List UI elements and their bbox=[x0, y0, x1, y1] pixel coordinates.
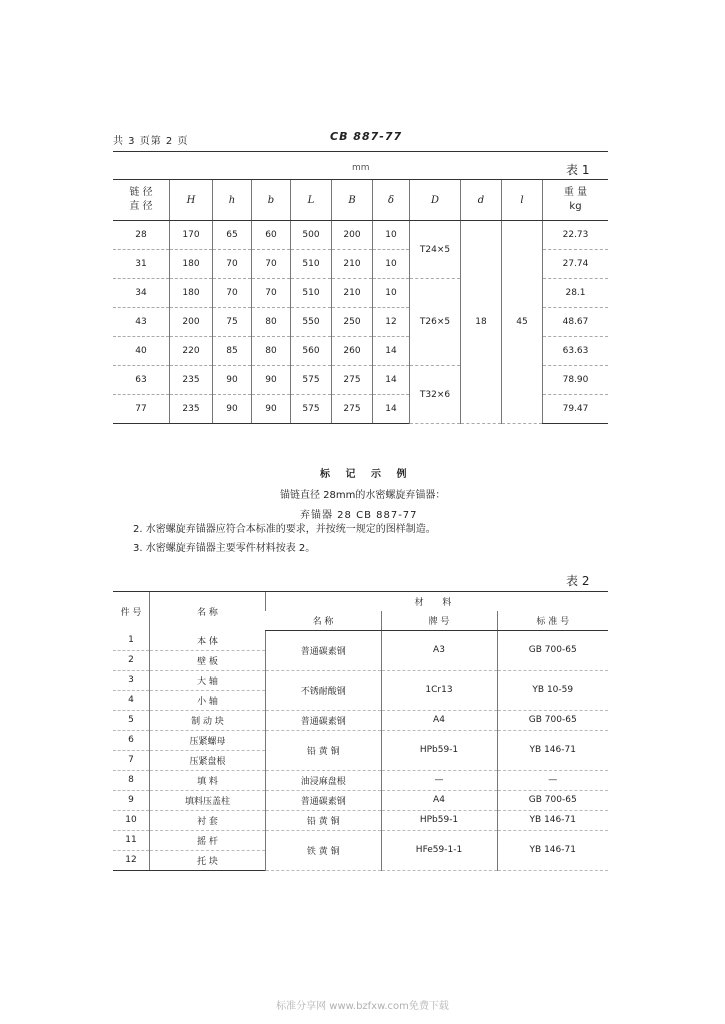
cell: YB 146-71 bbox=[497, 730, 608, 770]
cell-d-merged: 18 bbox=[461, 221, 502, 424]
cell: 79.47 bbox=[543, 395, 609, 424]
cell: 10 bbox=[113, 810, 150, 830]
cell: 14 bbox=[373, 337, 410, 366]
cell: 油浸麻盘根 bbox=[266, 770, 382, 790]
cell: 压紧盘根 bbox=[150, 750, 266, 770]
col-material-grade: 牌 号 bbox=[381, 611, 497, 631]
col-h: h bbox=[213, 180, 252, 221]
cell: 80 bbox=[252, 337, 291, 366]
cell: YB 146-71 bbox=[497, 830, 608, 870]
table2-header-row bbox=[113, 592, 608, 611]
cell: 2 bbox=[113, 650, 150, 670]
cell: 500 bbox=[291, 221, 332, 250]
cell: T32×6 bbox=[410, 366, 461, 424]
col-weight-line1: 重 量 bbox=[563, 187, 588, 198]
cell: 衬 套 bbox=[150, 810, 266, 830]
table-row bbox=[113, 631, 608, 651]
cell: 575 bbox=[291, 395, 332, 424]
cell: 14 bbox=[373, 395, 410, 424]
cell: A3 bbox=[381, 631, 497, 671]
cell: 托 块 bbox=[150, 850, 266, 870]
cell: 90 bbox=[252, 366, 291, 395]
cell: 28 bbox=[113, 221, 170, 250]
cell: 普通碳素钢 bbox=[266, 631, 382, 671]
table2-label: 表 2 bbox=[566, 574, 590, 588]
col-B: B bbox=[332, 180, 373, 221]
cell: 80 bbox=[252, 308, 291, 337]
cell-l-merged: 45 bbox=[502, 221, 543, 424]
header-rule bbox=[113, 151, 608, 152]
table-row bbox=[113, 221, 608, 250]
cell: 180 bbox=[170, 250, 213, 279]
cell: 275 bbox=[332, 395, 373, 424]
cell: 填料压盖柱 bbox=[150, 790, 266, 810]
cell: 本 体 bbox=[150, 631, 266, 651]
cell: 28.1 bbox=[543, 279, 609, 308]
cell: 40 bbox=[113, 337, 170, 366]
cell: HFe59-1-1 bbox=[381, 830, 497, 870]
cell: 制 动 块 bbox=[150, 710, 266, 730]
cell: 77 bbox=[113, 395, 170, 424]
cell: 22.73 bbox=[543, 221, 609, 250]
cell: 235 bbox=[170, 366, 213, 395]
cell: 填 料 bbox=[150, 770, 266, 790]
note-3: 3. 水密螺旋弃锚器主要零件材料按表 2。 bbox=[133, 543, 316, 554]
cell: A4 bbox=[381, 790, 497, 810]
note-2: 2. 水密螺旋弃锚器应符合本标准的要求，并按统一规定的图样制造。 bbox=[133, 524, 436, 535]
cell: 48.67 bbox=[543, 308, 609, 337]
table-row bbox=[113, 830, 608, 850]
col-L: L bbox=[291, 180, 332, 221]
cell: 14 bbox=[373, 366, 410, 395]
cell: 壁 板 bbox=[150, 650, 266, 670]
cell: 90 bbox=[252, 395, 291, 424]
cell: 275 bbox=[332, 366, 373, 395]
table-row bbox=[113, 790, 608, 810]
cell: T24×5 bbox=[410, 221, 461, 279]
cell: 210 bbox=[332, 279, 373, 308]
cell: 220 bbox=[170, 337, 213, 366]
marking-example-code: 弃锚器 28 CB 887-77 bbox=[300, 510, 418, 521]
table1-label: 表 1 bbox=[566, 163, 590, 177]
cell: 43 bbox=[113, 308, 170, 337]
col-material: 材 料 bbox=[266, 592, 609, 611]
cell: 180 bbox=[170, 279, 213, 308]
col-delta: δ bbox=[373, 180, 410, 221]
cell: 78.90 bbox=[543, 366, 609, 395]
col-l: l bbox=[502, 180, 543, 221]
cell: YB 146-71 bbox=[497, 810, 608, 830]
col-part-no: 件 号 bbox=[120, 607, 142, 618]
cell: 7 bbox=[113, 750, 150, 770]
cell: 34 bbox=[113, 279, 170, 308]
cell: 铁 黄 铜 bbox=[266, 830, 382, 870]
cell: 65 bbox=[213, 221, 252, 250]
cell: 6 bbox=[113, 730, 150, 750]
table-row bbox=[113, 730, 608, 750]
cell: 3 bbox=[113, 670, 150, 690]
cell: 普通碳素钢 bbox=[266, 790, 382, 810]
cell: 70 bbox=[213, 279, 252, 308]
marking-example-desc: 锚链直径 28mm的水密螺旋弃锚器： bbox=[280, 490, 446, 501]
cell: 12 bbox=[113, 850, 150, 870]
standard-code: CB 887-77 bbox=[330, 130, 403, 143]
col-d: d bbox=[461, 180, 502, 221]
cell: 60 bbox=[252, 221, 291, 250]
watermark-footer: 标准分享网 www.bzfxw.com免费下载 bbox=[276, 1001, 449, 1012]
cell: 260 bbox=[332, 337, 373, 366]
cell: 4 bbox=[113, 690, 150, 710]
cell: 200 bbox=[170, 308, 213, 337]
dimension-table bbox=[113, 180, 608, 424]
cell: 85 bbox=[213, 337, 252, 366]
cell: 10 bbox=[373, 279, 410, 308]
cell: 510 bbox=[291, 279, 332, 308]
cell: 27.74 bbox=[543, 250, 609, 279]
table1-header-row bbox=[113, 180, 608, 221]
cell: 250 bbox=[332, 308, 373, 337]
cell: GB 700-65 bbox=[497, 631, 608, 671]
marking-title: 标 记 示 例 bbox=[320, 469, 413, 480]
cell: 70 bbox=[213, 250, 252, 279]
cell: HPb59-1 bbox=[381, 730, 497, 770]
cell: 12 bbox=[373, 308, 410, 337]
col-weight bbox=[543, 180, 609, 221]
cell: 不锈耐酸钢 bbox=[266, 670, 382, 710]
table1-unit: mm bbox=[352, 163, 370, 173]
col-D: D bbox=[410, 180, 461, 221]
cell: 200 bbox=[332, 221, 373, 250]
cell: 9 bbox=[113, 790, 150, 810]
cell: HPb59-1 bbox=[381, 810, 497, 830]
cell: T26×5 bbox=[410, 279, 461, 366]
cell: — bbox=[381, 770, 497, 790]
table-row bbox=[113, 770, 608, 790]
col-chain-line1: 链 径 bbox=[129, 187, 153, 198]
cell: 8 bbox=[113, 770, 150, 790]
cell: 90 bbox=[213, 366, 252, 395]
cell: 压紧螺母 bbox=[150, 730, 266, 750]
cell: 63.63 bbox=[543, 337, 609, 366]
cell: 31 bbox=[113, 250, 170, 279]
cell: 摇 杆 bbox=[150, 830, 266, 850]
cell: 5 bbox=[113, 710, 150, 730]
cell: 10 bbox=[373, 221, 410, 250]
cell: 550 bbox=[291, 308, 332, 337]
cell: 铅 黄 铜 bbox=[266, 810, 382, 830]
table-row bbox=[113, 710, 608, 730]
cell: 560 bbox=[291, 337, 332, 366]
cell: YB 10-59 bbox=[497, 670, 608, 710]
col-material-name: 名 称 bbox=[266, 611, 382, 631]
cell: 10 bbox=[373, 250, 410, 279]
cell: 90 bbox=[213, 395, 252, 424]
col-chain-line2: 直 径 bbox=[129, 201, 153, 212]
cell: 大 轴 bbox=[150, 670, 266, 690]
col-material-std: 标 准 号 bbox=[497, 611, 608, 631]
cell: 1 bbox=[113, 631, 150, 651]
cell: 70 bbox=[252, 250, 291, 279]
cell: 210 bbox=[332, 250, 373, 279]
table-row bbox=[113, 670, 608, 690]
cell: 63 bbox=[113, 366, 170, 395]
col-b: b bbox=[252, 180, 291, 221]
cell: — bbox=[497, 770, 608, 790]
cell: GB 700-65 bbox=[497, 790, 608, 810]
col-part-name: 名 称 bbox=[150, 592, 266, 631]
page-info: 共 3 页第 2 页 bbox=[113, 136, 189, 147]
table1-col-chain bbox=[113, 180, 170, 221]
cell: 普通碳素钢 bbox=[266, 710, 382, 730]
col-H: H bbox=[170, 180, 213, 221]
table-row bbox=[113, 810, 608, 830]
cell: 235 bbox=[170, 395, 213, 424]
cell: 1Cr13 bbox=[381, 670, 497, 710]
cell: 70 bbox=[252, 279, 291, 308]
cell: 75 bbox=[213, 308, 252, 337]
cell: A4 bbox=[381, 710, 497, 730]
cell: 小 轴 bbox=[150, 690, 266, 710]
cell: 170 bbox=[170, 221, 213, 250]
cell: 铅 黄 铜 bbox=[266, 730, 382, 770]
materials-table bbox=[113, 592, 608, 871]
cell: 575 bbox=[291, 366, 332, 395]
cell: GB 700-65 bbox=[497, 710, 608, 730]
col-weight-line2: kg bbox=[569, 201, 582, 212]
cell: 510 bbox=[291, 250, 332, 279]
cell: 11 bbox=[113, 830, 150, 850]
